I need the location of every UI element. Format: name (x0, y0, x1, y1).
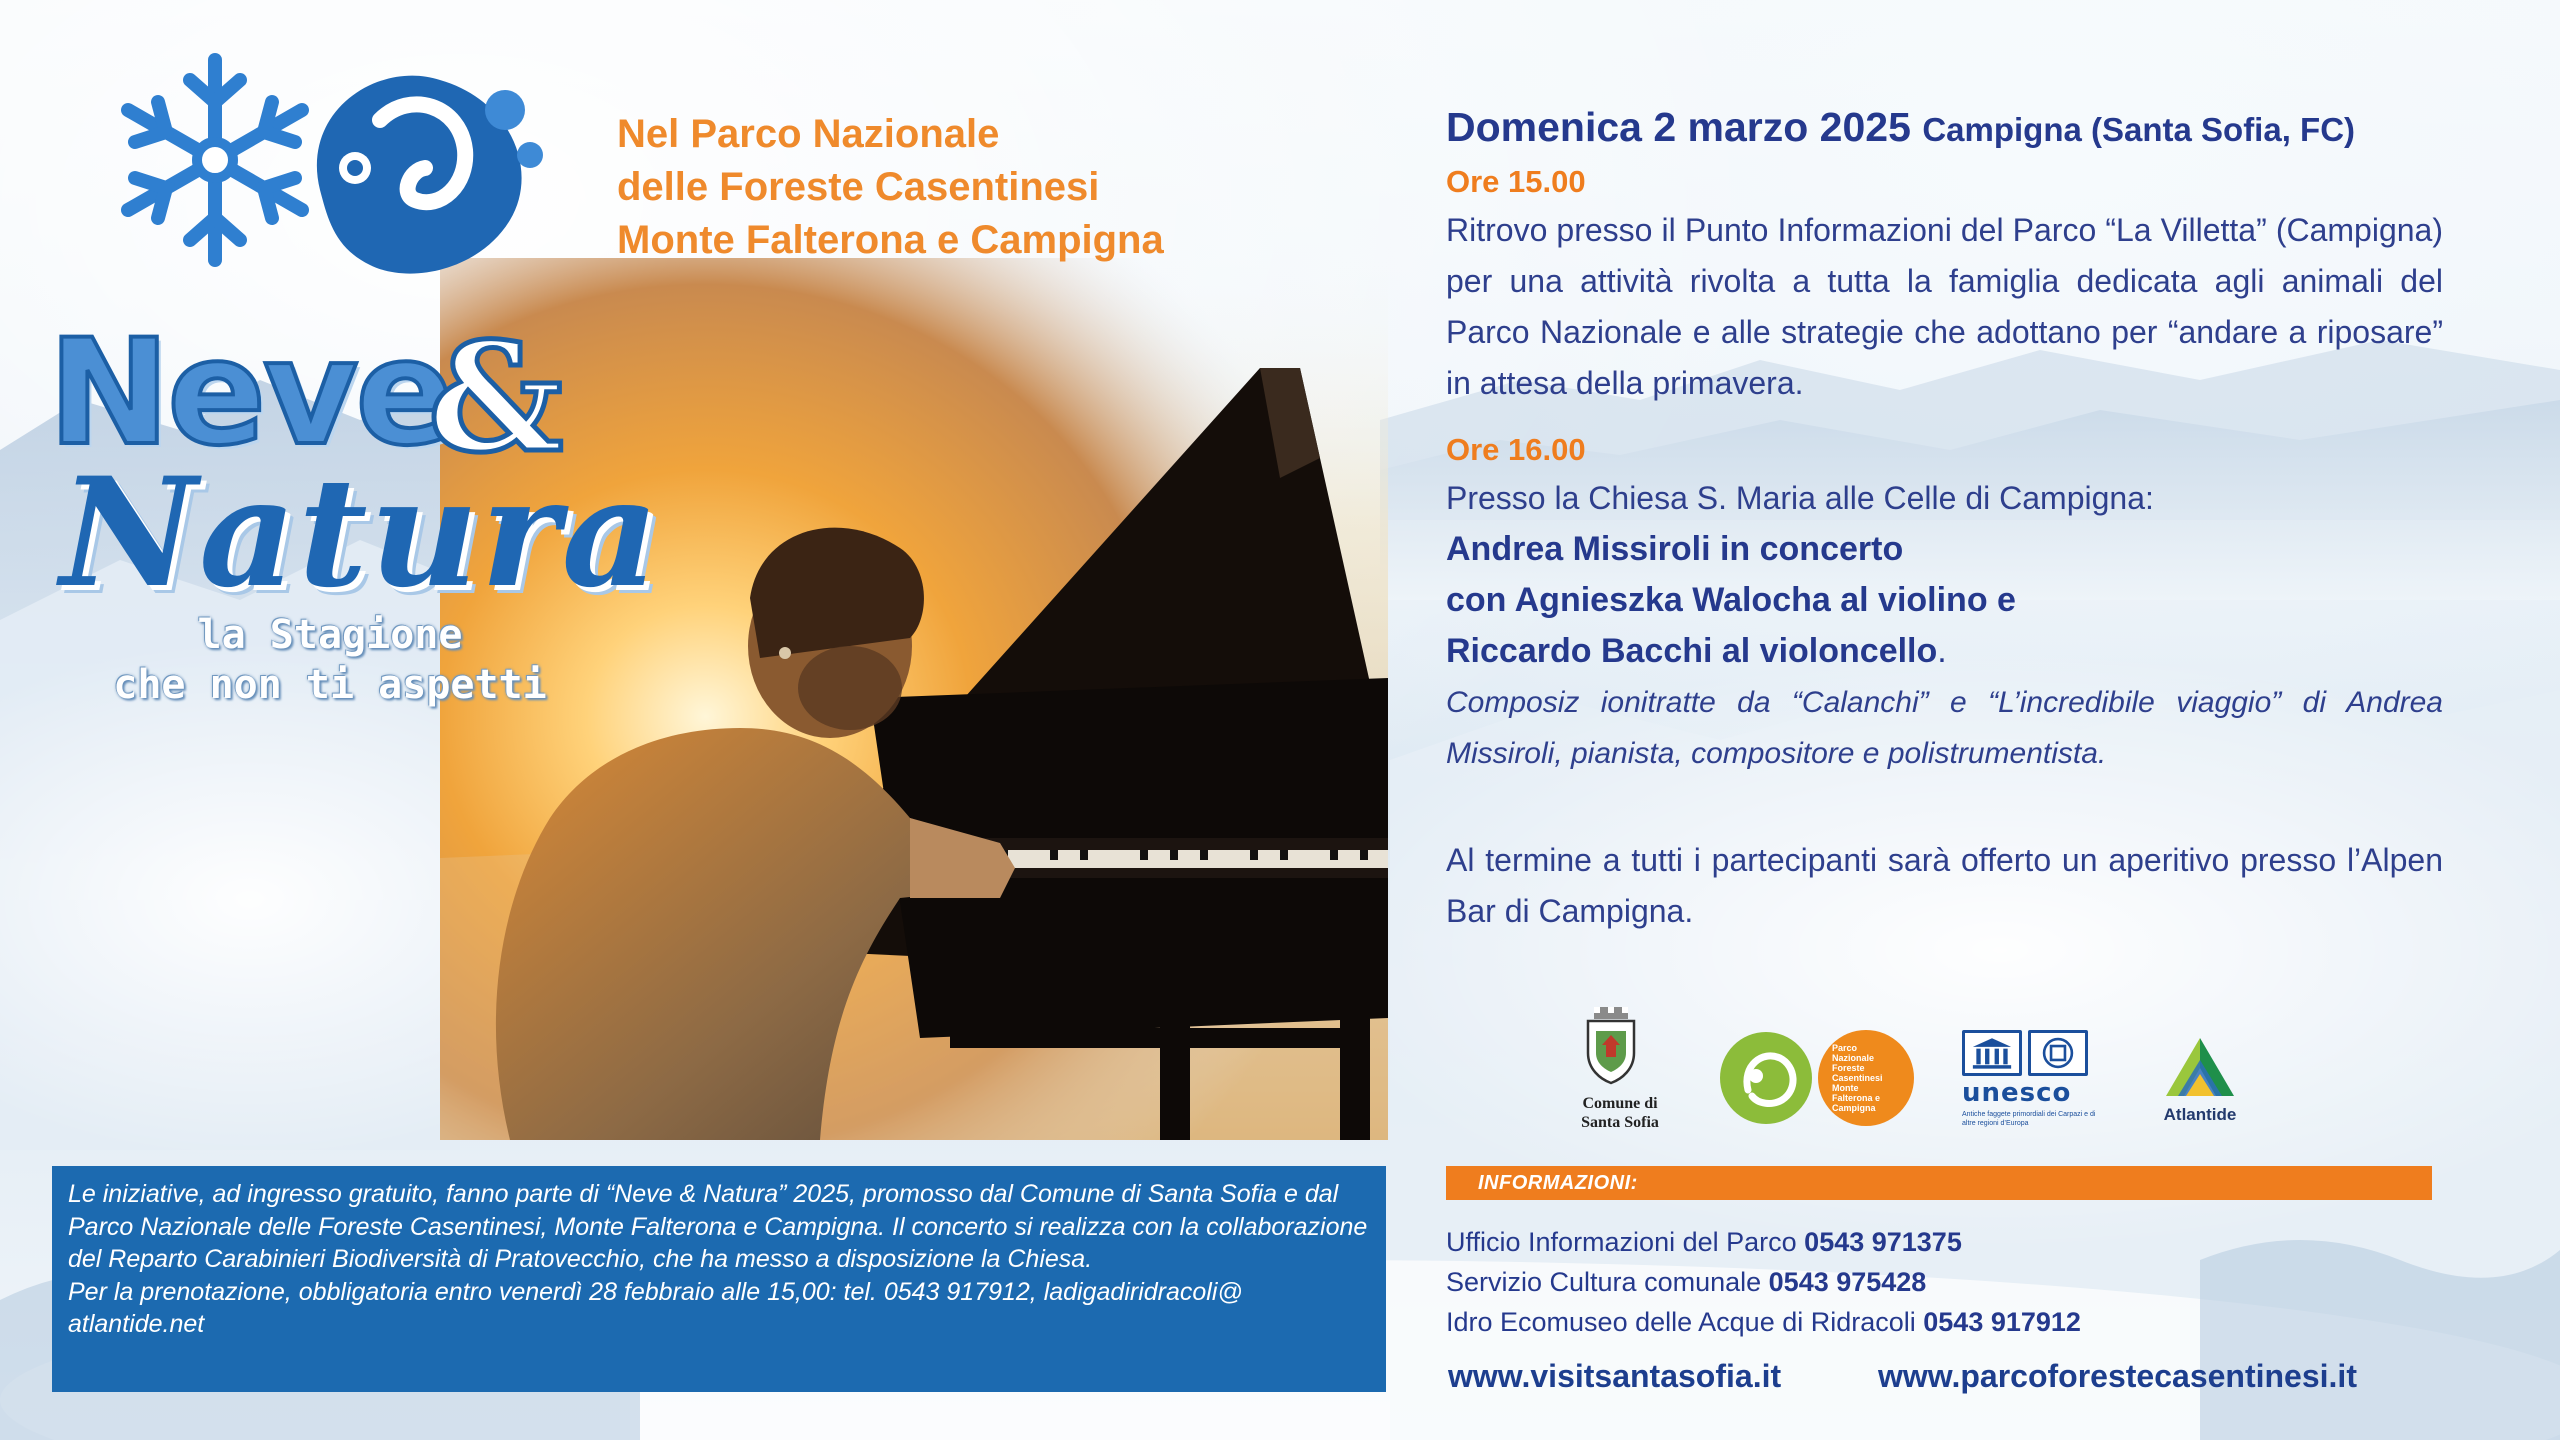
info-phone[interactable]: 0543 917912 (1923, 1307, 2081, 1337)
unesco-logo (1962, 1030, 2100, 1128)
notes-paragraph-2: Per la prenotazione, obbligatoria entro venerdì 28 febbraio alle 15,00: tel. 0543 917912, ladigadiridracoli@ atlantide.net (68, 1277, 1243, 1338)
temple-icon (1962, 1030, 2022, 1076)
tagline-line-2: che non ti aspetti (113, 662, 547, 708)
unesco-subtitle: Antiche faggete primordiali dei Carpazi e di altre regioni d’Europa (1962, 1111, 2096, 1127)
slot2-time: Ore 16.00 (1446, 432, 1586, 467)
info-line (1446, 1302, 2081, 1342)
tagline-line-1: la Stagione (197, 612, 463, 658)
performers-line-2: con Agnieszka Walocha al violino e (1446, 581, 2016, 619)
santa-sofia-line-2: Santa Sofia (1581, 1114, 1659, 1131)
performers-line-3: Riccardo Bacchi al violoncello (1446, 632, 1938, 670)
info-label: Idro Ecomuseo delle Acque di Ridracoli (1446, 1307, 1924, 1337)
slot1-time: Ore 15.00 (1446, 164, 1586, 199)
info-line (1446, 1222, 2081, 1262)
unesco-wordmark: unesco (1962, 1078, 2072, 1108)
closing-note: Al termine a tutti i partecipanti sarà offerto un aperitivo presso l’Alpen Bar di Campigna. (1446, 842, 2443, 929)
info-contacts (1446, 1222, 2081, 1342)
performers-line-1: Andrea Missiroli in concerto (1446, 530, 1904, 568)
info-phone[interactable]: 0543 975428 (1768, 1267, 1927, 1297)
event-location: Campigna (Santa Sofia, FC) (1922, 111, 2356, 148)
info-line (1446, 1262, 2081, 1302)
santa-sofia-logo (1580, 1005, 1660, 1132)
world-heritage-icon (2028, 1030, 2088, 1076)
event-date: Domenica 2 marzo 2025 (1446, 104, 1911, 150)
info-header-bar: INFORMAZIONI: (1446, 1166, 2432, 1200)
program-description: Composiz ionitratte da “Calanchi” e “L’incredibile viaggio” di Andrea Missiroli, pianista, compositore e polistrumentista. (1446, 686, 2443, 770)
logo-title-natura: Natura (60, 445, 661, 621)
info-label: Ufficio Informazioni del Parco (1446, 1227, 1805, 1257)
notes-box (52, 1166, 1386, 1392)
event-details (1446, 98, 2443, 937)
forest-emblem-icon (260, 50, 550, 290)
logo-tagline (70, 610, 590, 710)
park-badge-text: Parco Nazionale Foreste Casentinesi Monte Falterona e Campigna (1832, 1043, 1883, 1113)
park-heading-line-2: delle Foreste Casentinesi (617, 165, 1100, 209)
performers-end: . (1937, 632, 1947, 670)
santa-sofia-label (1560, 1094, 1680, 1132)
park-emblem-icon (1718, 1030, 1818, 1126)
notes-paragraph-1: Le iniziative, ad ingresso gratuito, fanno parte di “Neve & Natura” 2025, promosso dal Comune di Santa Sofia e dal Parco Nazionale delle Foreste Casentinesi, Monte Falterona e Campigna. Il concerto si realizza con la collaborazione del Reparto Carabinieri Biodiversità di Pratovecchio, che ha messo a disposizione la Chiesa. (68, 1180, 1368, 1273)
park-heading-line-1: Nel Parco Nazionale (617, 112, 1000, 156)
info-label: Servizio Cultura comunale (1446, 1267, 1769, 1297)
park-heading-line-3: Monte Falterona e Campigna (617, 218, 1164, 262)
park-logo (1718, 1030, 1918, 1126)
crest-icon (1580, 1005, 1642, 1085)
neve-natura-logo (40, 40, 661, 708)
logo-ampersand: & (428, 310, 564, 486)
park-heading (617, 108, 1164, 267)
atlantide-logo (2145, 1036, 2255, 1125)
unesco-emblems (1962, 1030, 2100, 1076)
park-badge (1818, 1030, 1914, 1126)
santa-sofia-line-1: Comune di (1582, 1095, 1658, 1112)
event-date-heading (1446, 98, 2443, 159)
info-phone[interactable]: 0543 971375 (1804, 1227, 1962, 1257)
website-visitsantasofia-link[interactable]: www.visitsantasofia.it (1448, 1358, 1782, 1394)
performers-line-3-wrap (1446, 626, 2443, 677)
logo-title-neve: Neve (48, 308, 452, 478)
atlantide-label: Atlantide (2163, 1105, 2237, 1124)
atlantide-triangle-icon (2164, 1036, 2236, 1098)
website-parcoforeste-link[interactable]: www.parcoforestecasentinesi.it (1878, 1358, 2357, 1394)
slot2-venue: Presso la Chiesa S. Maria alle Celle di Campigna: (1446, 480, 2154, 516)
slot1-description: Ritrovo presso il Punto Informazioni del Parco “La Villetta” (Campigna) per una attività rivolta a tutta la famiglia dedicata agli animali del Parco Nazionale e alle strategie che adottano per “andare a riposare” in attesa della primavera. (1446, 212, 2443, 401)
